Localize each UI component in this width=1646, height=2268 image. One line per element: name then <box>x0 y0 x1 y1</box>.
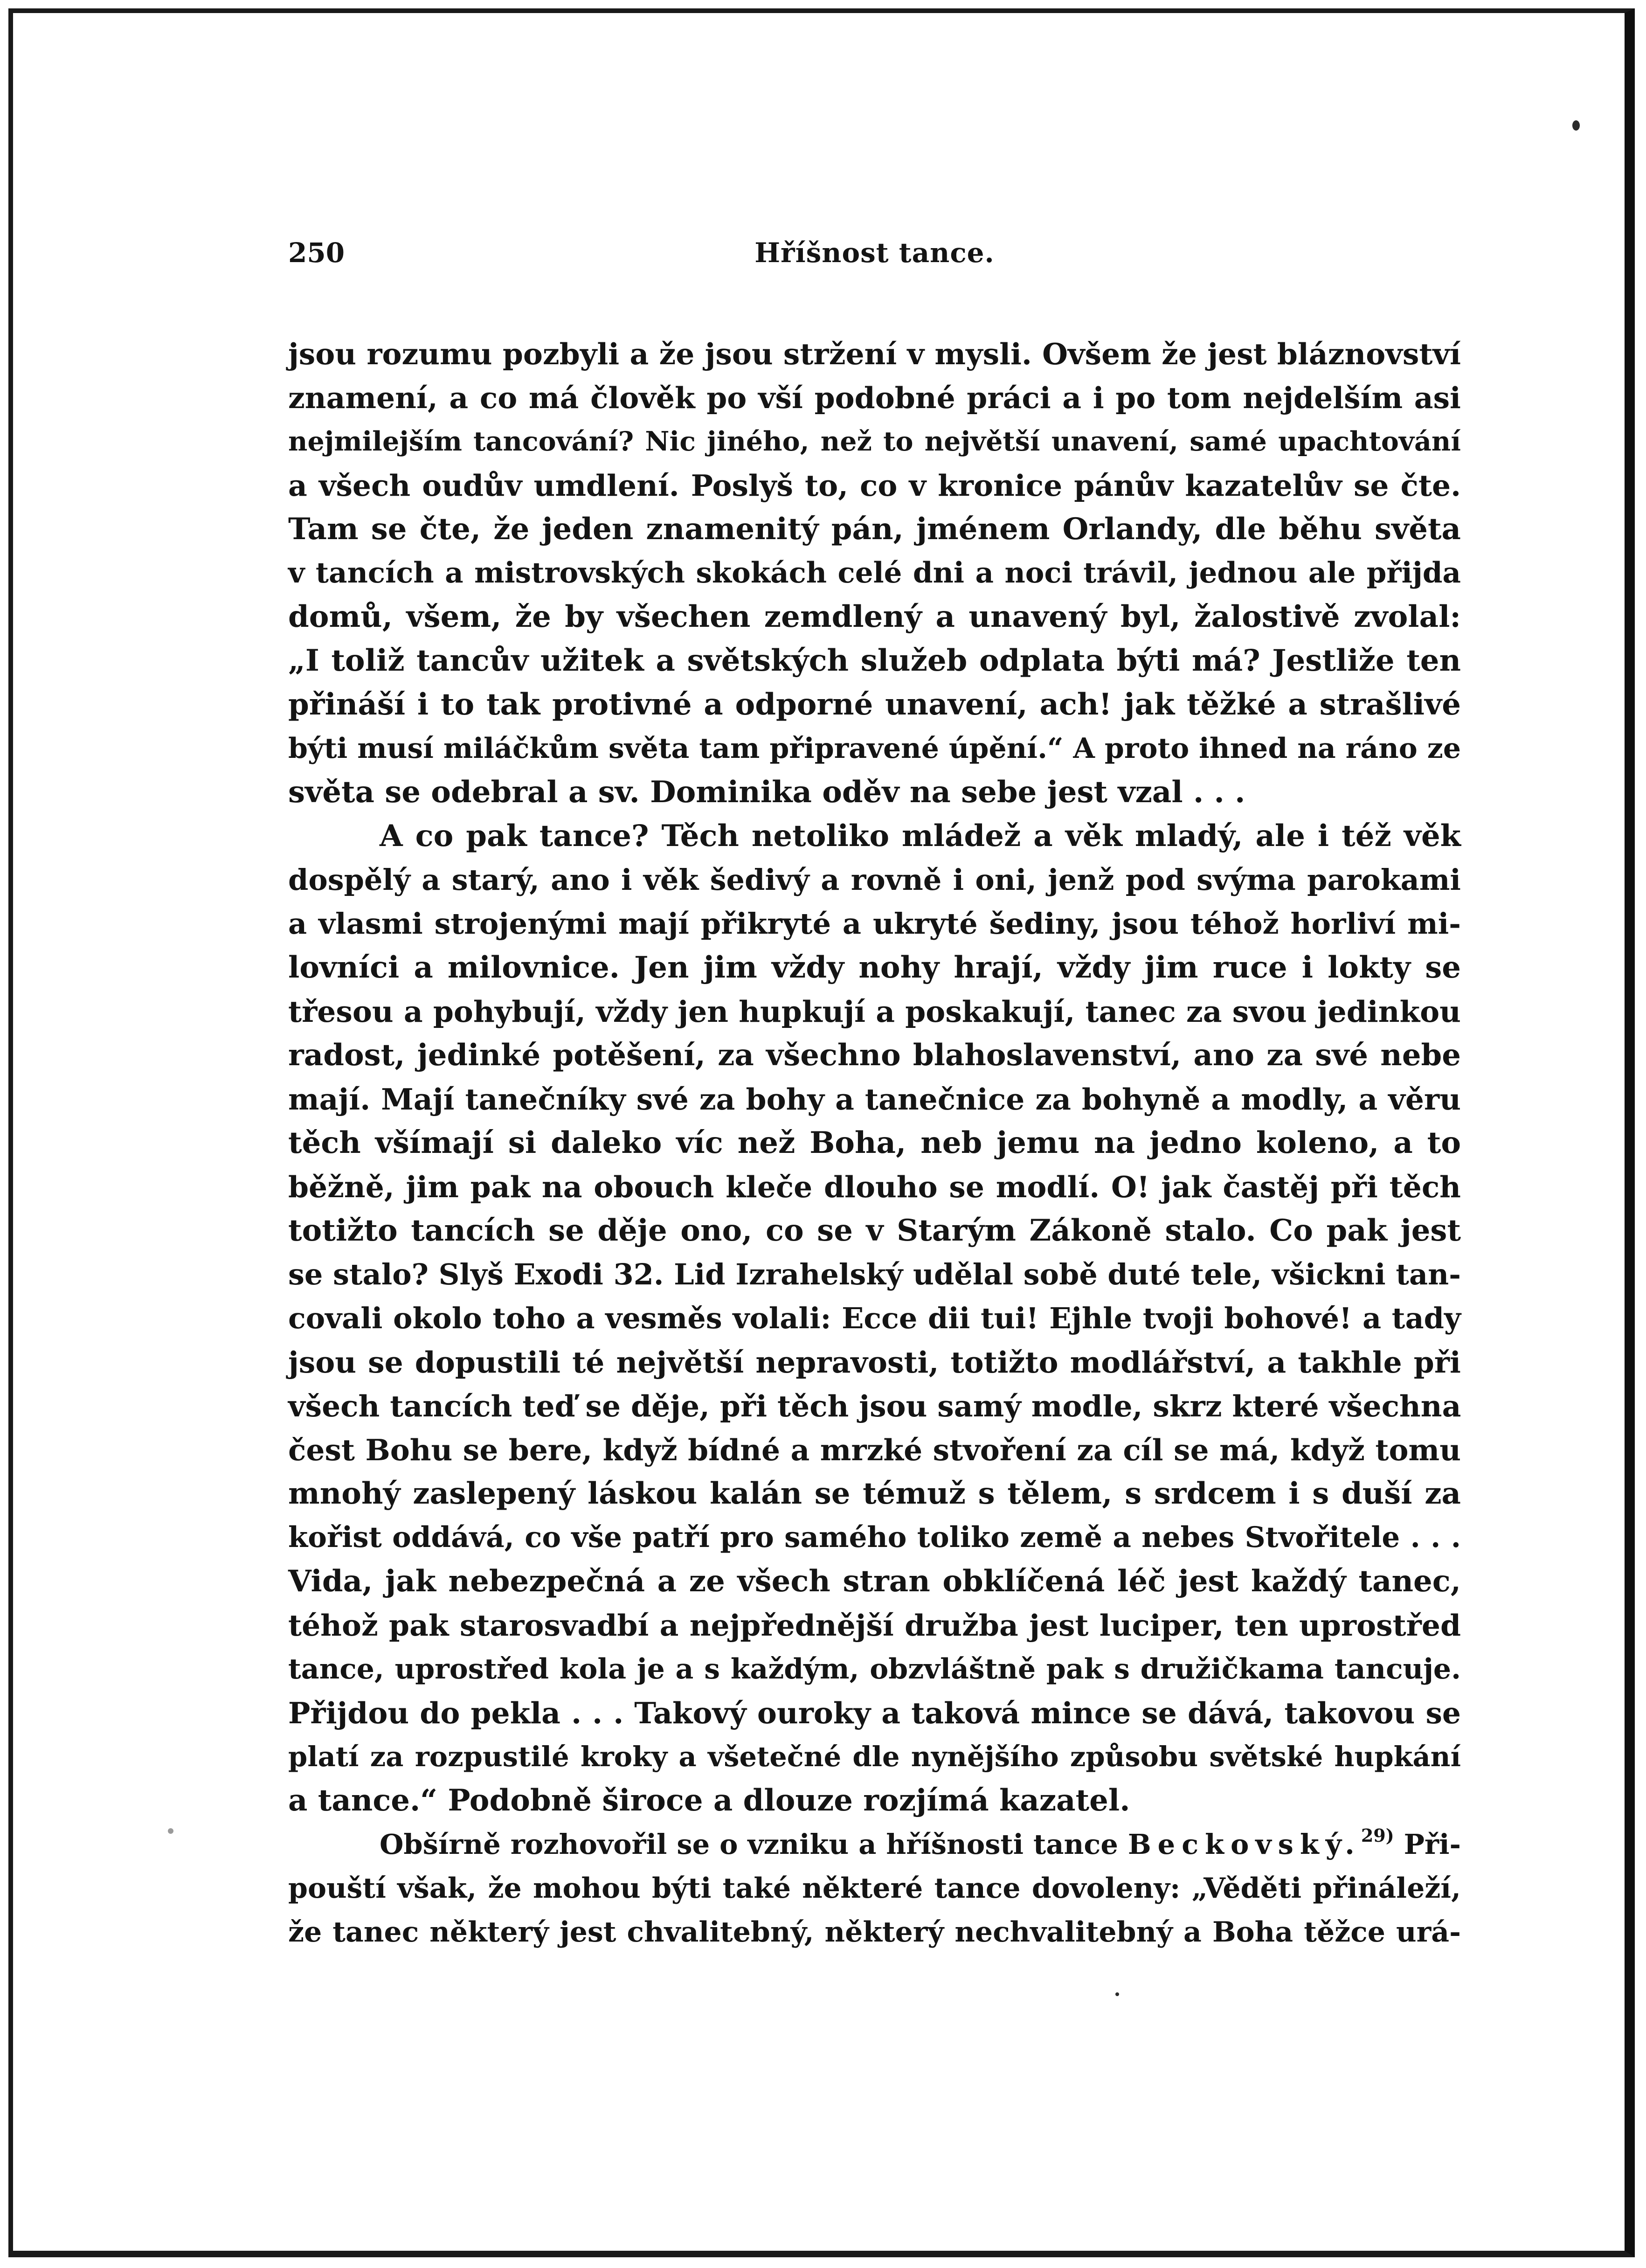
text-line: se stalo? Slyš Exodi 32. Lid Izrahelský udělal sobě duté tele, všickni tan- <box>288 1257 1461 1291</box>
text-line: covali okolo toho a vesměs volali: Ecce dii tui! Ejhle tvoji bohové! a tady <box>288 1301 1461 1335</box>
body-text <box>288 332 1461 1954</box>
text-line: radost, jedinké potěšení, za všechno blahoslavenství, ano za své nebe <box>288 1038 1461 1073</box>
text-line: jsou rozumu pozbyli a že jsou stržení v mysli. Ovšem že jest bláznovství <box>288 337 1461 371</box>
text-line: „I toliž tancův užitek a světských služeb odplata býti má? Jestliže ten <box>288 643 1461 678</box>
footnote-reference: 29) <box>1361 1825 1394 1846</box>
scan-speck <box>1115 1992 1119 1996</box>
text-line: jsou se dopustili té největší nepravosti, totižto modlářství, a takhle při <box>288 1345 1461 1380</box>
text-line: pouští však, že mohou býti také některé tance dovoleny: „Věděti přináleží, <box>288 1872 1461 1905</box>
text-line: těch všímají si daleko víc než Boha, neb jemu na jedno koleno, a to <box>288 1125 1461 1160</box>
text-line: a všech oudův umdlení. Poslyš to, co v kronice pánův kazatelův se čte. <box>288 468 1461 503</box>
text-line: všech tancích teď se děje, při těch jsou samý modle, skrz které všechna <box>288 1389 1461 1423</box>
text-line: lovníci a milovnice. Jen jim vždy nohy hrají, vždy jim ruce i lokty se <box>288 950 1461 985</box>
text-line: Přijdou do pekla . . . Takový ouroky a taková mince se dává, takovou se <box>288 1696 1461 1730</box>
text-line: tance, uprostřed kola je a s každým, obzvláštně pak s družičkama tancuje. <box>288 1653 1461 1685</box>
running-head <box>288 237 1461 279</box>
text-line: světa se odebral a sv. Dominika oděv na sebe jest vzal . . . <box>288 775 1245 810</box>
text-line: býti musí miláčkům světa tam připravené úpění.“ A proto ihned na ráno ze <box>288 732 1461 765</box>
paragraph-start-line: A co pak tance? Těch netoliko mládež a věk mladý, ale i též věk <box>380 818 1461 853</box>
scan-speck <box>1572 120 1580 131</box>
text-line: téhož pak starosvadbí a nejpřednější družba jest luciper, ten uprostřed <box>288 1608 1461 1643</box>
text-line: běžně, jim pak na obouch kleče dlouho se modlí. O! jak častěj při těch <box>288 1170 1461 1204</box>
text-line: a vlasmi strojenými mají přikryté a ukryté šediny, jsou téhož horliví mi- <box>288 907 1461 941</box>
text-line: nejmilejším tancování? Nic jiného, než to největší unavení, samé upachtování <box>288 426 1461 457</box>
chapter-title: Hříšnost tance. <box>754 237 995 269</box>
page-number: 250 <box>288 237 345 269</box>
text-line: znamení, a co má člověk po vší podobné práci a i po tom nejdelším asi <box>288 381 1461 415</box>
paragraph-continuation: Při- <box>1404 1828 1461 1860</box>
text-line: mají. Mají tanečníky své za bohy a tanečnice za bohyně a modly, a věru <box>288 1082 1461 1117</box>
text-line: totižto tancích se děje ono, co se v Starým Zákoně stalo. Co pak jest <box>288 1213 1461 1248</box>
text-line: třesou a pohybují, vždy jen hupkují a poskakují, tanec za svou jedinkou <box>288 994 1461 1029</box>
paragraph-start-line <box>288 1823 1461 1866</box>
text-line: dospělý a starý, ano i věk šedivý a rovně i oni, jenž pod svýma parokami <box>288 863 1461 897</box>
text-line: a tance.“ Podobně široce a dlouze rozjímá kazatel. <box>288 1783 1130 1818</box>
text-line: mnohý zaslepený láskou kalán se témuž s tělem, s srdcem i s duší za <box>288 1476 1461 1511</box>
text-line: Tam se čte, že jeden znamenitý pán, jménem Orlandy, dle běhu světa <box>288 512 1461 547</box>
text-line: Vida, jak nebezpečná a ze všech stran obklíčená léč jest každý tanec, <box>288 1564 1461 1599</box>
paragraph-lead: Obšírně rozhovořil se o vzniku a hříšnosti tance <box>380 1828 1118 1860</box>
text-line: platí za rozpustilé kroky a všetečné dle nynějšího způsobu světské hupkání <box>288 1741 1461 1773</box>
text-line: domů, všem, že by všechen zemdlený a unavený byl, žalostivě zvolal: <box>288 599 1461 634</box>
author-name: Beckovský. <box>1127 1828 1361 1860</box>
text-line: přináší i to tak protivné a odporné unavení, ach! jak těžké a strašlivé <box>288 687 1461 722</box>
scan-speck <box>168 1828 173 1834</box>
text-line: kořist oddává, co vše patří pro samého toliko země a nebes Stvořitele . . . <box>288 1521 1461 1554</box>
text-line: v tancích a mistrovských skokách celé dni a noci trávil, jednou ale přijda <box>288 556 1461 590</box>
text-line: čest Bohu se bere, když bídné a mrzké stvoření za cíl se má, když tomu <box>288 1433 1461 1467</box>
text-line: že tanec některý jest chvalitebný, některý nechvalitebný a Boha těžce urá- <box>288 1916 1461 1949</box>
